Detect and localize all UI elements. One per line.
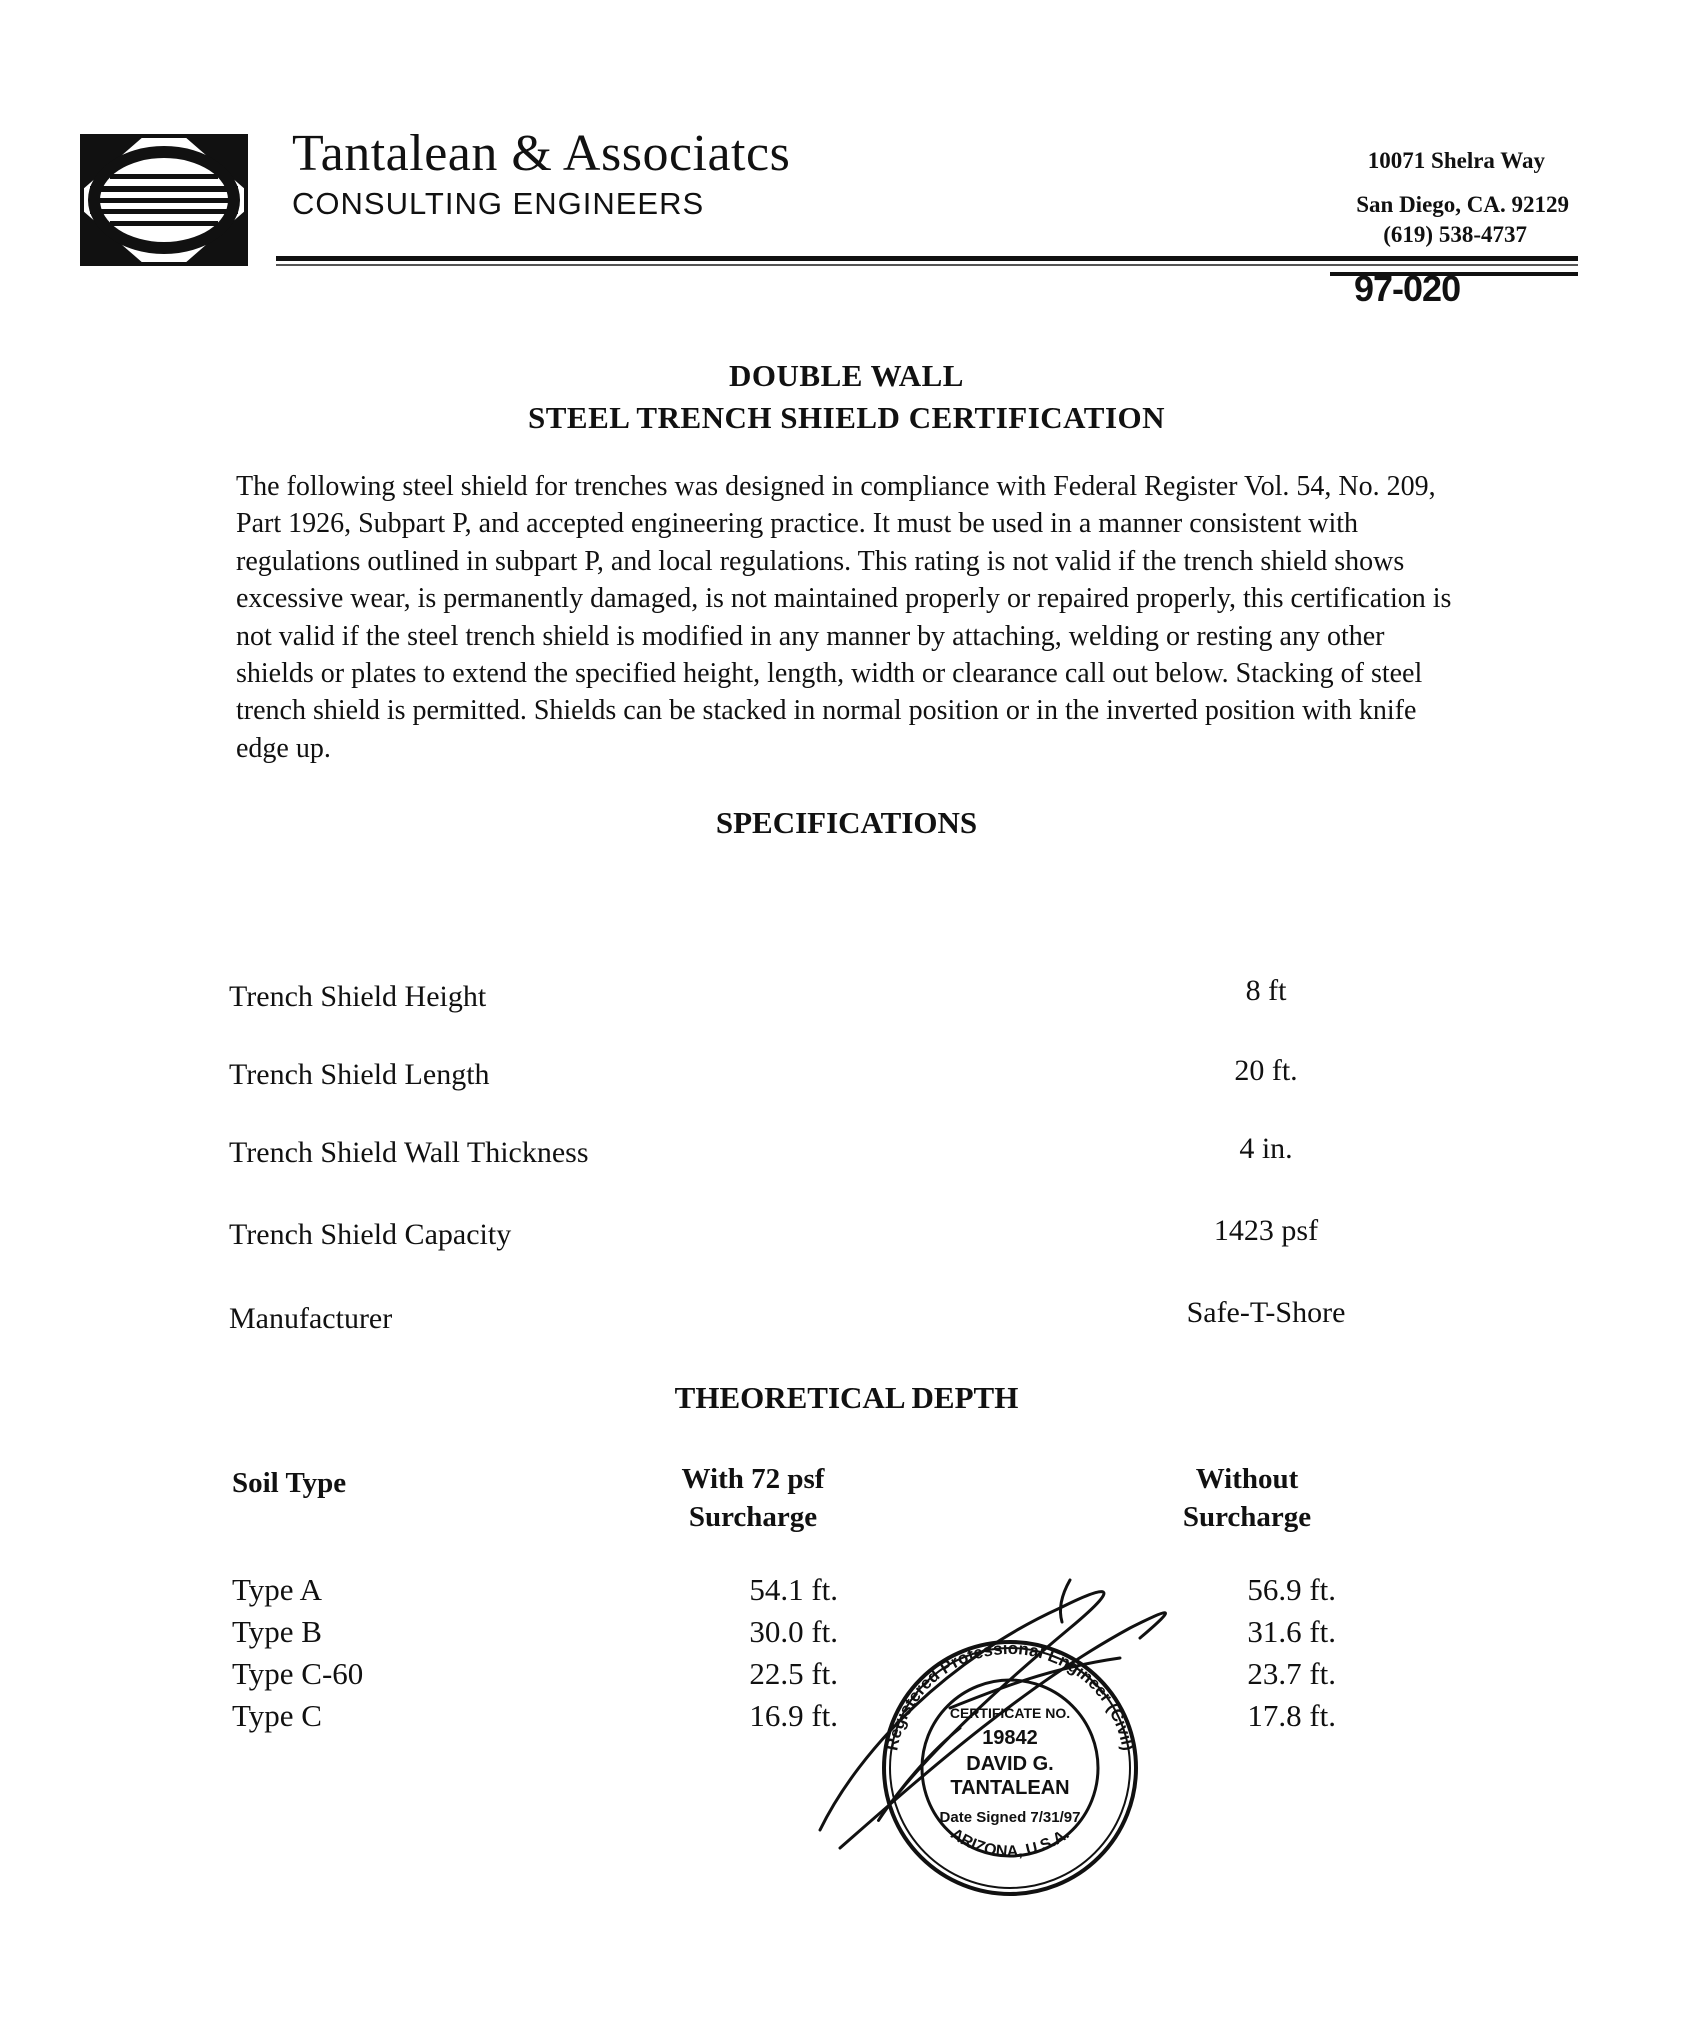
spec-value-height: 8 ft: [1245, 974, 1287, 1007]
letterhead-rule-thin: [276, 264, 1578, 266]
depth-row-with: 30.0 ft.: [749, 1614, 838, 1649]
depth-row-soil: Type C: [232, 1698, 322, 1733]
company-name: Tantalean & Associatcs: [292, 125, 791, 182]
column-header-with-line1: With 72 psf: [681, 1463, 825, 1495]
company-logo-icon: [80, 134, 248, 266]
column-header-with-surcharge: [628, 1460, 878, 1536]
depth-row-soil: Type A: [232, 1572, 322, 1607]
company-tagline: CONSULTING ENGINEERS: [292, 186, 705, 221]
depth-row-without: 17.8 ft.: [1247, 1698, 1336, 1733]
depth-row-without: 31.6 ft.: [1247, 1614, 1336, 1649]
seal-number: 19842: [982, 1727, 1038, 1749]
address-phone: (619) 538-4737: [1383, 222, 1527, 247]
seal-name-line2: TANTALEAN: [950, 1777, 1070, 1799]
depth-row-soil: Type B: [232, 1614, 322, 1649]
theoretical-depth-heading: THEORETICAL DEPTH: [674, 1380, 1019, 1415]
spec-label-length: Trench Shield Length: [229, 1058, 490, 1091]
spec-label-capacity: Trench Shield Capacity: [229, 1218, 512, 1251]
seal-name-line1: DAVID G.: [966, 1753, 1054, 1775]
spec-label-manufacturer: Manufacturer: [229, 1302, 393, 1335]
seal-ring-text: Registered Professional Engineer (Civil): [882, 1638, 1138, 1753]
depth-row-with: 54.1 ft.: [749, 1572, 838, 1607]
address-street: 10071 Shelra Way: [1367, 148, 1545, 173]
depth-row-with: 16.9 ft.: [749, 1698, 838, 1733]
column-header-soil-type: Soil Type: [232, 1467, 347, 1499]
column-header-with-line2: Surcharge: [688, 1501, 818, 1533]
seal-certificate-label: CERTIFICATE NO.: [949, 1705, 1071, 1721]
engineer-seal-icon: [800, 1568, 1200, 1898]
spec-label-height: Trench Shield Height: [229, 980, 487, 1013]
spec-value-capacity: 1423 psf: [1213, 1214, 1319, 1247]
column-header-without-line1: Without: [1195, 1463, 1299, 1495]
depth-row-without: 23.7 ft.: [1247, 1656, 1336, 1691]
spec-value-wall-thickness: 4 in.: [1239, 1132, 1293, 1165]
seal-date-label: Date Signed 7/31/97: [939, 1809, 1081, 1826]
svg-text:ARIZONA, U.S.A.: [948, 1826, 1073, 1861]
depth-row-soil: Type C-60: [232, 1656, 364, 1691]
specifications-heading: SPECIFICATIONS: [715, 805, 978, 840]
spec-value-length: 20 ft.: [1234, 1054, 1298, 1087]
spec-value-manufacturer: Safe-T-Shore: [1186, 1296, 1346, 1329]
depth-row-with: 22.5 ft.: [749, 1656, 838, 1691]
letterhead-rule: [276, 256, 1578, 261]
depth-row-without: 56.9 ft.: [1247, 1572, 1336, 1607]
spec-label-wall-thickness: Trench Shield Wall Thickness: [229, 1136, 589, 1169]
document-number: 97-020: [1354, 268, 1461, 309]
document-title-line1: DOUBLE WALL: [729, 358, 964, 393]
intro-paragraph: The following steel shield for trenches was designed in compliance with Federal Register Vol. 54, No. 209, Part 1926, Subpart P, and accepted engineering practice. It must be used in a manner consistent with regulations outlined in subpart P, and local regulations. This rating is not valid if the trench shield shows excessive wear, is permanently damaged, is not maintained properly or repaired properly, this certification is not valid if the steel trench shield is modified in any manner by attaching, welding or resting any other shields or plates to extend the specified height, length, width or clearance call out below. Stacking of steel trench shield is permitted. Shields can be stacked in normal position or in the inverted position with knife edge up.: [236, 471, 1452, 764]
address-city: San Diego, CA. 92129: [1356, 192, 1569, 217]
column-header-without-surcharge: [1122, 1460, 1372, 1536]
column-header-without-line2: Surcharge: [1182, 1501, 1312, 1533]
document-title-line2: STEEL TRENCH SHIELD CERTIFICATION: [527, 400, 1166, 435]
seal-state: ARIZONA, U.S.A.: [947, 1825, 1073, 1861]
